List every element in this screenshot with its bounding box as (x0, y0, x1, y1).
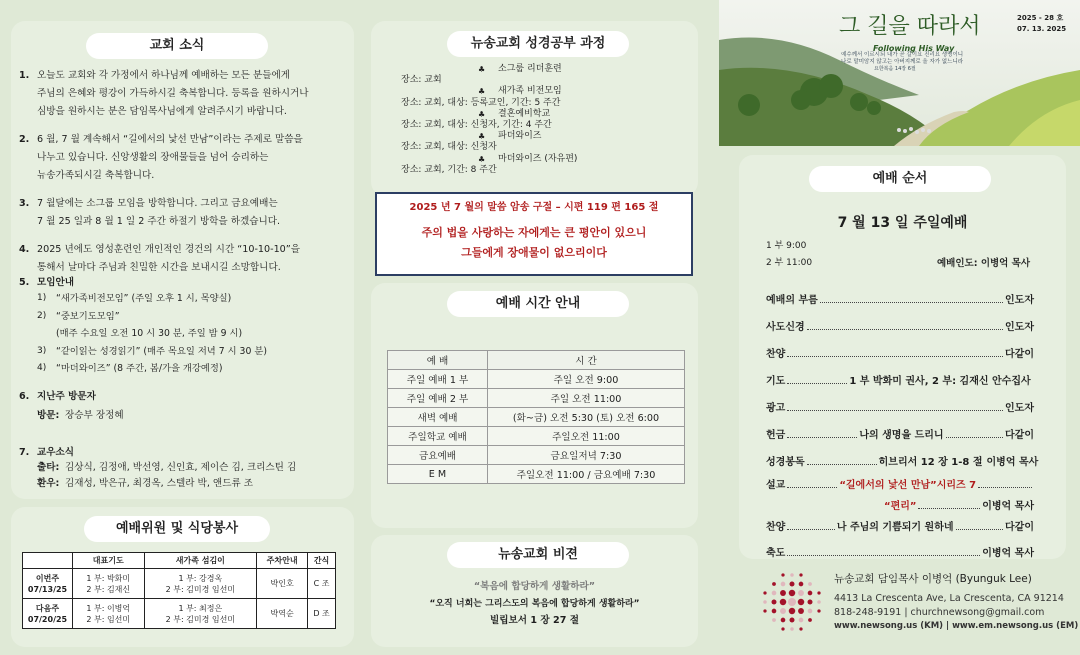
order-label: 헌금 (766, 430, 786, 441)
bible-title: 뉴송교회 성경공부 과정 (447, 31, 629, 57)
order-label: 사도신경 (766, 322, 805, 333)
news-number: 4. (19, 244, 30, 255)
order-value: 이병억 목사 (986, 457, 1039, 468)
order-title: 예배 순서 (809, 166, 991, 192)
order-row (766, 399, 1034, 414)
logo-dot (780, 590, 786, 596)
dot-leader (978, 476, 1032, 488)
service-name: E M (388, 465, 488, 484)
order-row (766, 453, 1039, 468)
service-time: 주일 오전 9:00 (488, 370, 685, 389)
duty-week: 다음주 07/20/25 (23, 599, 73, 629)
footer-web: www.newsong.us (KM) | www.em.newsong.us (EM) (834, 621, 1079, 631)
logo-dot (781, 618, 786, 623)
course-detail: 장소: 교회, 대상: 신청자 (401, 142, 497, 153)
logo-dot (781, 627, 784, 630)
times-header: 시 간 (488, 351, 685, 370)
logo-dot (790, 582, 795, 587)
order-label: 찬양 (766, 349, 786, 360)
course-name: 소그룹 리더훈련 (498, 64, 562, 74)
members-label: 환우: (37, 478, 60, 489)
order-label: 예배의 부름 (766, 295, 818, 306)
vision-ref: 빌립보서 1 장 27 절 (490, 615, 579, 626)
cover-subtitle: Following His Way (873, 44, 955, 53)
dot-leader (820, 291, 1003, 303)
order-row (766, 318, 1034, 333)
logo-dot (772, 591, 777, 596)
logo-dot (780, 608, 786, 614)
blessing-value: 이병억 목사 (982, 548, 1034, 559)
meeting-number: 4) (37, 363, 47, 373)
hymn-value: 다같이 (1005, 522, 1034, 533)
logo-dot (798, 608, 804, 614)
vision-title: 뉴송교회 비젼 (447, 542, 629, 568)
news-text: 6 월, 7 월 계속해서 “길에서의 낯선 만남”이라는 주제로 말씀을 (37, 134, 303, 145)
dot-leader (787, 345, 1003, 357)
duty-parking: 박역순 (257, 599, 308, 629)
logo-dot (808, 600, 813, 605)
cover-image (719, 0, 1080, 146)
footer-church: 뉴송교회 담임목사 이병억 (Byunguk Lee) (834, 573, 1032, 585)
verse-line2: 그들에게 장애물이 없으리이다 (461, 246, 607, 259)
course-detail: 장소: 교회, 대상: 등록교인, 기간: 5 주간 (401, 97, 561, 108)
times-header-row (388, 351, 685, 370)
dot-leader (807, 453, 877, 465)
order-detail: 나의 생명을 드리니 (859, 430, 944, 441)
duty-prayer: 1 부: 박화미 2 부: 김재신 (73, 569, 145, 599)
duty-snack: C 조 (308, 569, 336, 599)
sermon-preacher: 이병억 목사 (982, 501, 1034, 512)
dot-leader (787, 399, 1003, 411)
logo-dot (763, 600, 767, 604)
service-name: 주일학교 예배 (388, 427, 488, 446)
logo-dot (763, 609, 766, 612)
times-row (388, 408, 685, 427)
times-row (388, 389, 685, 408)
logo-dot (799, 573, 802, 576)
course-name: 새가족 비전모임 (498, 86, 562, 97)
meeting-number: 1) (37, 293, 47, 303)
hymn-title: 나 주님의 기쁨되기 원하네 (836, 522, 954, 533)
order-row-hymn (766, 518, 1034, 533)
cover-verse-1: 예수께서 이르시되 내가 곧 길이요 진리요 생명이니 (841, 52, 964, 58)
members-label: 출타: (37, 462, 60, 473)
service-time: (화~금) 오전 5:30 (토) 오전 6:00 (488, 408, 685, 427)
dot-leader (918, 497, 980, 509)
service-name: 금요예배 (388, 446, 488, 465)
visitor-text: 장승부 장정혜 (65, 410, 124, 421)
duty-row (23, 569, 336, 599)
logo-dot (808, 609, 813, 614)
logo-dot (808, 591, 813, 596)
course-detail: 장소: 교회, 기간: 8 주간 (401, 164, 497, 175)
logo-dot (772, 582, 776, 586)
order-leader: 예배인도: 이병억 목사 (937, 258, 1031, 269)
order-row-blessing (766, 544, 1034, 559)
dot-leader (787, 426, 857, 438)
logo-dot (789, 608, 796, 615)
order-value: 다같이 (1005, 349, 1034, 360)
duty-row (23, 599, 336, 629)
news-text: 2025 년에도 영성훈련인 개인적인 경건의 시간 “10-10-10”을 (37, 244, 301, 255)
order-value: 인도자 (1005, 295, 1034, 306)
logo-dot (799, 627, 802, 630)
course-name: 결혼예비학교 (498, 108, 551, 119)
duty-header: 대표기도 (73, 553, 145, 569)
news-title: 교회 소식 (86, 33, 268, 59)
dot-leader (946, 426, 1003, 438)
logo-dot (772, 609, 777, 614)
logo-dot (817, 609, 820, 612)
news-number: 3. (19, 198, 30, 209)
order-heading: 7 월 13 일 주일예배 (837, 215, 968, 231)
order-time-2: 2 부 11:00 (766, 258, 813, 268)
course-name: 파더와이즈 (498, 131, 542, 142)
duty-snack: D 조 (308, 599, 336, 629)
times-row (388, 427, 685, 446)
order-row (766, 345, 1034, 360)
news-number: 2. (19, 134, 30, 145)
order-detail: 1 부 박화미 권사, 2 부: 김재신 안수집사 (849, 376, 1031, 387)
news-text: 주님의 은혜와 평강이 가득하시길 축복합니다. 등록을 원하시거나 (37, 88, 309, 99)
news-number: 7. (19, 447, 30, 458)
duty-parking: 박인호 (257, 569, 308, 599)
duty-header-row (23, 553, 336, 569)
logo-dot (772, 600, 777, 605)
order-row (766, 291, 1034, 306)
duty-prayer: 1 부: 이병억 2 부: 임선미 (73, 599, 145, 629)
service-time: 주일 오전 11:00 (488, 389, 685, 408)
order-time-1: 1 부 9:00 (766, 241, 807, 251)
logo-dot (790, 627, 794, 631)
members-title: 교우소식 (37, 447, 75, 458)
meeting-text: “마더와이즈” (8 주간, 봄/가을 개강예정) (56, 363, 223, 374)
dot-leader (787, 518, 834, 530)
logo-dot (799, 582, 804, 587)
meeting-text: “중보기도모임” (56, 310, 120, 322)
meeting-number: 3) (37, 345, 47, 356)
clover-icon: ♣ (478, 65, 486, 74)
times-row (388, 370, 685, 389)
service-time: 금요일저녁 7:30 (488, 446, 685, 465)
duty-greeter: 1 부: 최정은 2 부: 김미경 임선미 (144, 599, 257, 629)
dot-leader (787, 372, 847, 384)
footer-contact: 818-248-9191 | churchnewsong@gmail.com (834, 607, 1045, 618)
times-header: 예 배 (388, 351, 488, 370)
dot-leader (807, 318, 1003, 330)
clover-icon: ♣ (478, 132, 486, 142)
logo-dot (817, 591, 820, 594)
verse-line1: 주의 법을 사랑하는 자에게는 큰 평안이 있으니 (421, 226, 647, 239)
times-row (388, 446, 685, 465)
clover-icon: ♣ (478, 87, 486, 97)
clover-icon: ♣ (478, 154, 486, 164)
order-row-sermon-title (766, 497, 1034, 512)
order-label: 성경봉독 (766, 457, 805, 468)
news-text: 나누고 있습니다. 신앙생활의 장애물들을 넘어 승리하는 (37, 152, 269, 163)
news-text: 통해서 날마다 주님과 친밀한 시간을 보내시길 소망합니다. (37, 262, 281, 273)
vision-verse: “오직 너희는 그리스도의 복음에 합당하게 생활하라” (429, 599, 640, 609)
order-detail: 히브리서 12 장 1-8 절 (878, 457, 983, 468)
logo-dot (780, 599, 787, 606)
order-value: 인도자 (1005, 403, 1034, 414)
news-text: 7 월달에는 소그룹 모임을 방학합니다. 그리고 금요예배는 (37, 198, 278, 209)
cover-verse-2: 나로 말미암지 않고는 아버지께로 올 자가 없느니라 (841, 59, 964, 65)
duty-header (23, 553, 73, 569)
dot-leader (787, 476, 837, 488)
course-name: 마더와이즈 (자유편) (498, 153, 578, 164)
logo-dot (798, 590, 804, 596)
duty-title: 예배위원 및 식당봉사 (84, 516, 270, 542)
cover-title: 그 길을 따라서 (839, 14, 981, 39)
news-number: 6. (19, 391, 30, 402)
logo-dot (799, 618, 804, 623)
logo-dot (790, 618, 795, 623)
logo-dot (817, 600, 821, 604)
logo-dot (781, 573, 784, 576)
service-name: 주일 예배 1 부 (388, 370, 488, 389)
news-number: 1. (19, 70, 30, 81)
church-logo-icon (760, 570, 824, 634)
duty-header: 간식 (308, 553, 336, 569)
news-text: 오늘도 교회와 각 가정에서 하나님께 예배하는 모든 분들에게 (37, 70, 291, 81)
visitor-title: 지난주 방문자 (37, 391, 96, 402)
logo-dot (798, 599, 805, 606)
news-text: 뉴송가족되시길 축복합니다. (37, 170, 155, 181)
meeting-text: “같이읽는 성경읽기” (매주 목요일 저녁 7 시 30 분) (56, 345, 267, 357)
order-label: 축도 (766, 548, 786, 559)
logo-dot (808, 618, 812, 622)
service-name: 주일 예배 2 부 (388, 389, 488, 408)
service-times-table (387, 350, 685, 484)
meeting-text: “새가족비전모임” (주일 오후 1 시, 목양실) (56, 293, 232, 304)
meeting-text: (매주 수요일 오전 10 시 30 분, 주일 밤 9 시) (56, 328, 243, 339)
service-name: 새벽 예배 (388, 408, 488, 427)
order-label: 기도 (766, 376, 786, 387)
visitor-label: 방문: (37, 410, 60, 421)
footer-address: 4413 La Crescenta Ave, La Crescenta, CA 91214 (834, 593, 1064, 604)
service-time: 주일오전 11:00 (488, 427, 685, 446)
dot-leader (956, 518, 1003, 530)
duty-greeter: 1 부: 강경옥 2 부: 김미경 임선미 (144, 569, 257, 599)
order-label: 설교 (766, 480, 786, 491)
logo-dot (808, 582, 812, 586)
news-text: 7 월 25 일과 8 월 1 일 2 주간 하절기 방학을 하겠습니다. (37, 216, 281, 227)
news-number: 5. (19, 277, 30, 288)
order-value: 인도자 (1005, 322, 1034, 333)
logo-dot (763, 591, 766, 594)
duty-table (22, 552, 336, 629)
issue-date: 07. 13. 2025 (1017, 25, 1067, 33)
vision-slogan: “복음에 합당하게 생활하라” (473, 581, 596, 592)
logo-dot (772, 618, 776, 622)
members-text: 김재성, 박은규, 최경옥, 스텔라 박, 앤드류 조 (65, 478, 254, 489)
logo-dot (781, 582, 786, 587)
logo-dot (789, 590, 796, 597)
logo-dot (788, 598, 796, 606)
sermon-series: “길에서의 낯선 만남”시리즈 7 (839, 480, 977, 491)
logo-dot (790, 573, 794, 577)
sermon-title: “편리” (884, 501, 917, 512)
order-row (766, 372, 1034, 387)
duty-header: 새가족 섬김이 (144, 553, 257, 569)
duty-header: 주차안내 (257, 553, 308, 569)
times-title: 예배 시간 안내 (447, 291, 629, 317)
order-value: 다같이 (1005, 430, 1034, 441)
service-time: 주일오전 11:00 / 금요예배 7:30 (488, 465, 685, 484)
news-text: 심방을 원하시는 분은 담임목사님에게 알려주시기 바랍니다. (37, 106, 287, 117)
order-label: 찬양 (766, 522, 786, 533)
clover-icon: ♣ (478, 109, 486, 119)
verse-title: 2025 년 7 월의 말씀 암송 구절 – 시편 119 편 165 절 (409, 202, 659, 213)
duty-week: 이번주 07/13/25 (23, 569, 73, 599)
course-detail: 장소: 교회 (401, 75, 442, 86)
meeting-number: 2) (37, 310, 47, 321)
order-row (766, 426, 1034, 441)
members-text: 김상식, 김정애, 박선영, 신인효, 제이슨 김, 크리스틴 김 (65, 462, 297, 473)
order-row-sermon (766, 476, 1034, 491)
times-row (388, 465, 685, 484)
course-detail: 장소: 교회, 대상: 신청자, 기간: 4 주간 (401, 120, 552, 130)
issue-number: 2025 - 28 호 (1017, 14, 1064, 22)
meeting-title: 모임안내 (37, 277, 75, 288)
dot-leader (787, 544, 980, 556)
order-label: 광고 (766, 403, 786, 414)
cover-ref: 요한복음 14장 6절 (874, 66, 916, 72)
